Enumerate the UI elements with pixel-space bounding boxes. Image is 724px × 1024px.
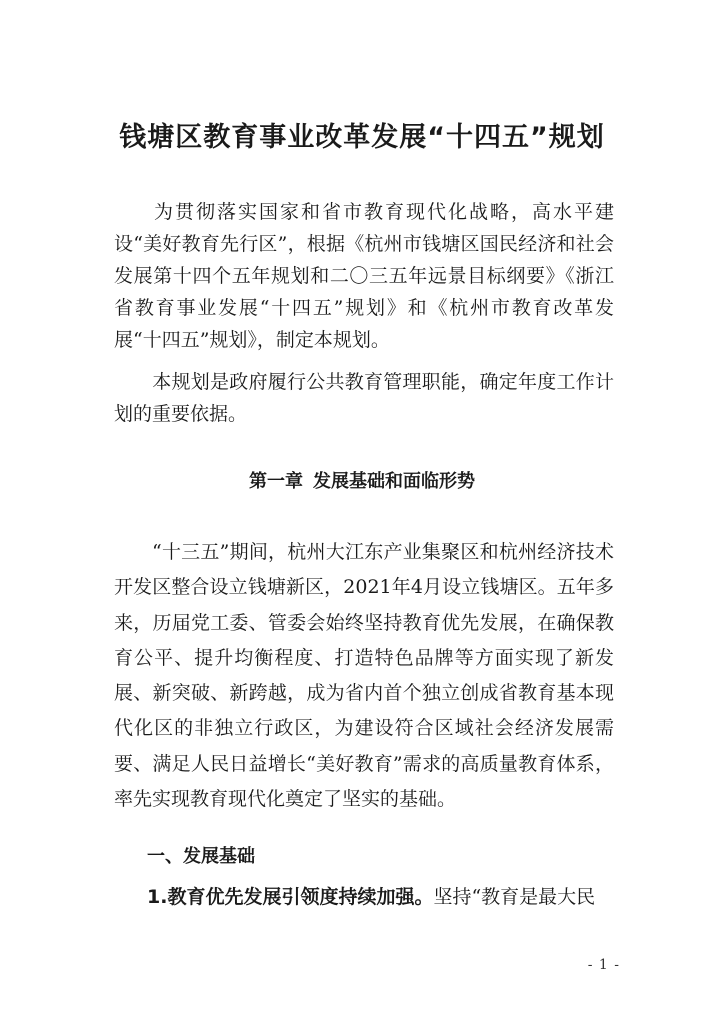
- list-item-1: [147, 880, 617, 914]
- list-item-1-text: 坚持“教育是最大民: [433, 886, 596, 908]
- section-heading: 一、发展基础: [147, 846, 255, 867]
- basis-paragraph-text: 本规划是政府履行公共教育管理职能，确定年度工作计划的重要依据。: [114, 371, 614, 425]
- intro-paragraph: [114, 196, 614, 356]
- page-number: - 1 -: [587, 957, 620, 973]
- chapter-heading: [0, 466, 724, 498]
- chapter-title: 发展基础和面临形势: [313, 471, 475, 492]
- chapter-paragraph-text: “十三五”期间，杭州大江东产业集聚区和杭州经济技术开发区整合设立钱塘新区，2021年4月设立钱塘区。五年多来，历届党工委、管委会始终坚持教育优先发展，在确保教育公平、提升均衡程度、打造特色品牌等方面实现了新发展、新突破、新跨越，成为省内首个独立创成省教育基本现代化区的非独立行政区，为建设符合区域社会经济发展需要、满足人民日益增长“美好教育”需求的高质量教育体系，率先实现教育现代化奠定了坚实的基础。: [114, 541, 614, 811]
- intro-paragraph-text: 为贯彻落实国家和省市教育现代化战略，高水平建设“美好教育先行区”，根据《杭州市钱塘区国民经济和社会发展第十四个五年规划和二〇三五年远景目标纲要》《浙江省教育事业发展“十四五”规划》和《杭州市教育改革发展“十四五”规划》，制定本规划。: [114, 201, 614, 351]
- chapter-number: 第一章: [249, 471, 303, 492]
- chapter-paragraph: [114, 535, 614, 817]
- document-title: 钱塘区教育事业改革发展“十四五”规划: [119, 122, 605, 153]
- basis-paragraph: [114, 366, 614, 430]
- list-item-1-lead: 1.教育优先发展引领度持续加强。: [147, 886, 434, 908]
